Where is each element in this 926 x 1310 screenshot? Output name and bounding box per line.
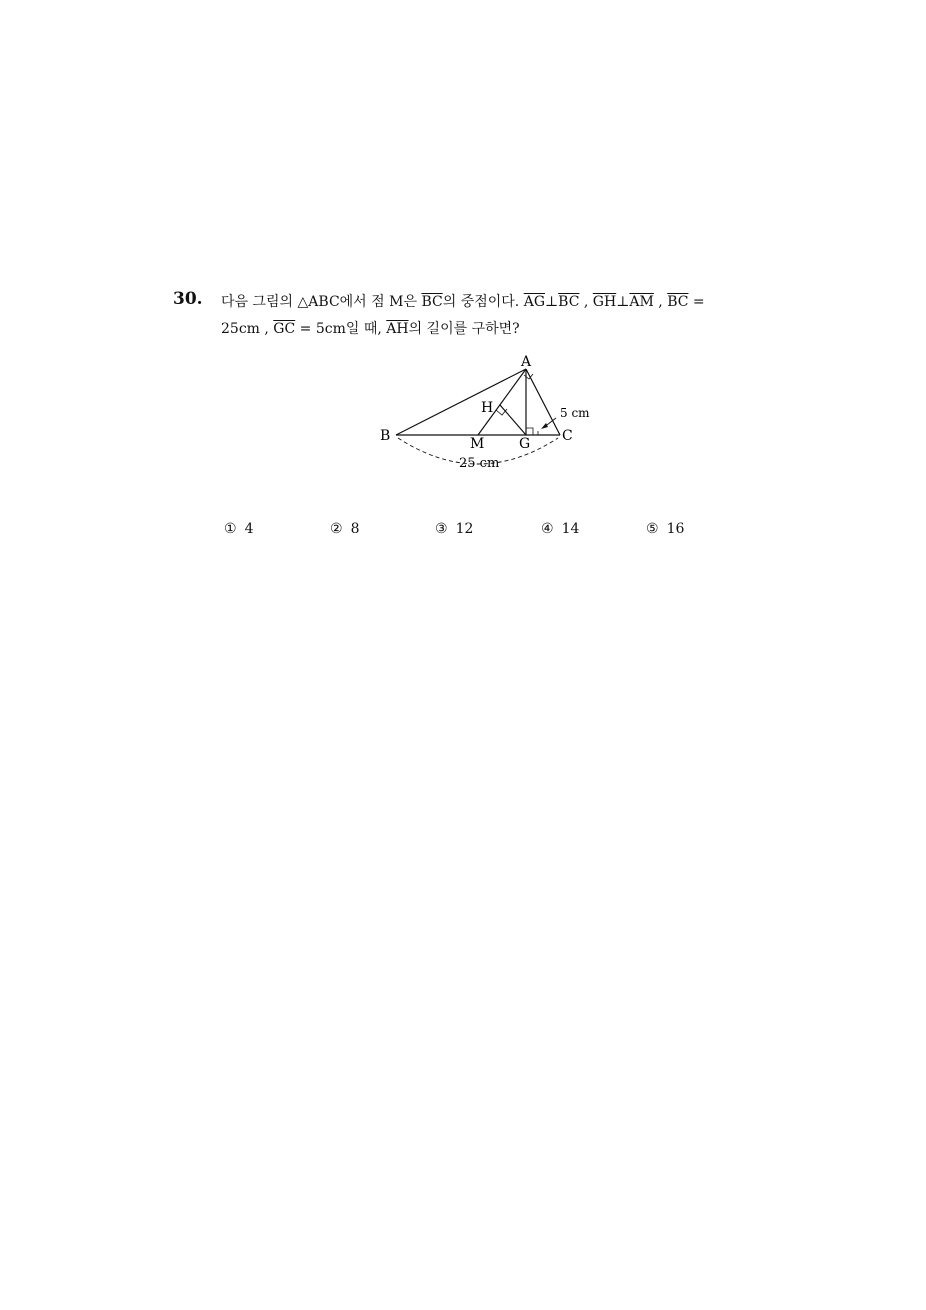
choice-1[interactable] xyxy=(224,521,253,537)
triangle-diagram xyxy=(370,348,600,478)
question-number: 30. xyxy=(173,289,203,309)
label-a: A xyxy=(521,354,532,370)
choice-2[interactable] xyxy=(330,521,359,537)
text: = xyxy=(688,294,705,310)
choice-mark: ① xyxy=(224,521,237,537)
text: 다음 그림의 △ABC에서 점 M은 xyxy=(221,294,422,310)
choice-value: 16 xyxy=(666,521,685,537)
arrowhead xyxy=(541,423,548,429)
segment-am: $\overline{AM}$ xyxy=(629,294,654,310)
choice-5[interactable] xyxy=(646,521,684,537)
segment-ac-line xyxy=(526,369,560,435)
right-angle-mark-g xyxy=(526,428,533,435)
choice-4[interactable] xyxy=(541,521,579,537)
segment-gc: $\overline{GC}$ xyxy=(273,321,296,337)
label-g: G xyxy=(519,436,531,452)
choice-mark: ⑤ xyxy=(646,521,659,537)
label-h: H xyxy=(481,400,494,416)
separator: , xyxy=(653,294,668,310)
segment-gh: $\overline{GH}$ xyxy=(592,294,617,310)
label-gc-length: 5 cm xyxy=(560,406,590,420)
choice-mark: ④ xyxy=(541,521,554,537)
segment-bc: $\overline{BC}$ xyxy=(421,294,443,310)
separator: , xyxy=(579,294,593,310)
label-bc-length: 25 cm xyxy=(459,456,500,471)
choice-value: 12 xyxy=(455,521,474,537)
label-b: B xyxy=(380,428,391,444)
text: = 5cm일 때, xyxy=(295,321,387,337)
choice-mark: ② xyxy=(330,521,343,537)
choice-value: 8 xyxy=(350,521,360,537)
text: 의 길이를 구하면? xyxy=(408,321,520,337)
segment-ag: $\overline{AG}$ xyxy=(523,294,545,310)
choice-value: 4 xyxy=(244,521,254,537)
segment-bc: $\overline{BC}$ xyxy=(667,294,689,310)
segment-ah: $\overline{AH}$ xyxy=(386,321,409,337)
text: 25cm , xyxy=(221,321,274,337)
label-m: M xyxy=(470,436,485,452)
segment-gh-line xyxy=(500,405,526,435)
question-text-line-2 xyxy=(221,318,520,338)
choice-value: 14 xyxy=(561,521,580,537)
segment-ab-line xyxy=(396,369,526,435)
triangle-figure xyxy=(370,348,600,478)
question-text-line-1 xyxy=(221,291,705,311)
label-c: C xyxy=(562,428,573,444)
choice-mark: ③ xyxy=(435,521,448,537)
perpendicular-symbol: ⊥ xyxy=(616,294,630,310)
choice-3[interactable] xyxy=(435,521,473,537)
text: 의 중점이다. xyxy=(442,294,524,310)
segment-bc: $\overline{BC}$ xyxy=(558,294,580,310)
perpendicular-symbol: ⊥ xyxy=(545,294,559,310)
